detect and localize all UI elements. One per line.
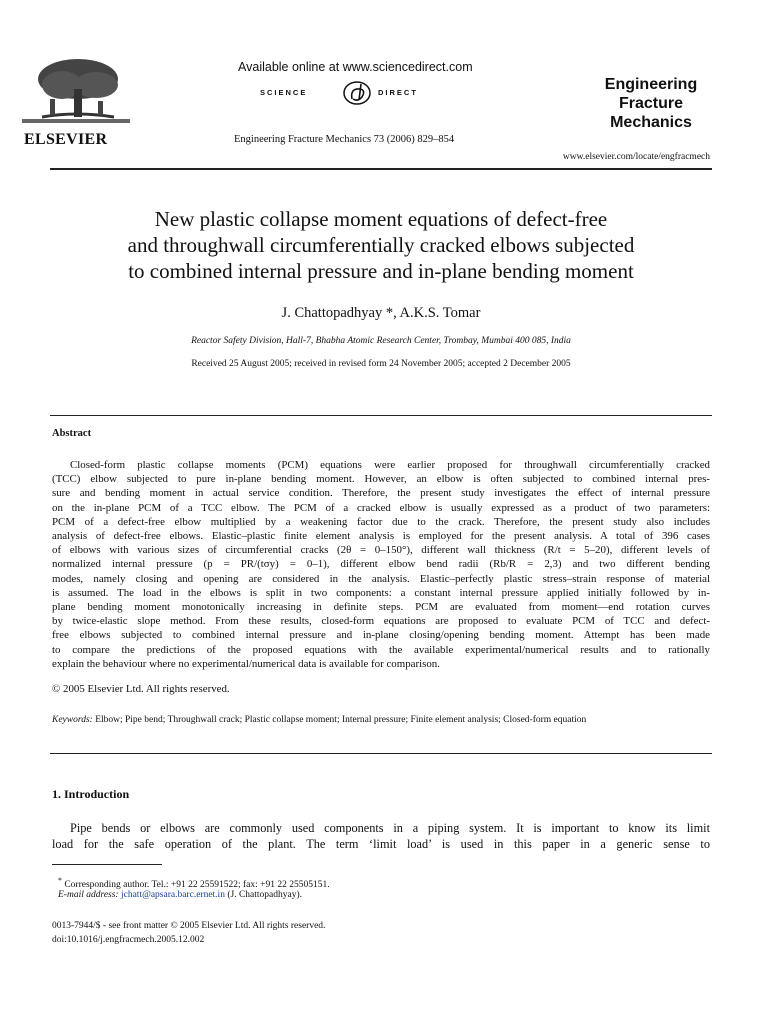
journal-reference: Engineering Fracture Mechanics 73 (2006) 829–854 [234,134,455,145]
publisher-name: ELSEVIER [24,131,108,148]
abstract-line: by twice-elastic slope method. From these results, closed-form equations are proposed to evaluate PCM of TCC and defect- [52,615,710,628]
paper-title [50,206,712,284]
intro-line: Pipe bends or elbows are commonly used components in a piping system. It is important to know its limit [70,821,710,835]
abstract-copyright: © 2005 Elsevier Ltd. All rights reserved. [52,683,230,695]
keywords [52,714,710,727]
footnote-rule [52,864,162,865]
abstract-line: explain the behaviour where no experimental/numerical data is available for comparison. [52,657,440,670]
abstract-line: plane bending moment monotonically increasing in definite steps. PCM are evaluated from moment—end rotation curves [52,601,710,614]
abstract-line: of elbows with various sizes of circumferential cracks (2θ = 0–150°), different wall thickness (R/t = 5–20), different levels of [52,544,710,557]
abstract-line: is assumed. The load in the elbows is split in two components: a constant internal pressure applied initially followed by in- [52,586,710,599]
abstract-line: modes, namely closing and opening are considered in the analysis. Elastic–perfectly plastic stress–strain response of material [52,572,710,585]
footnote-email [58,890,302,900]
journal-name-line: Fracture [618,95,684,112]
abstract-bottom-rule [50,753,712,754]
title-line: and throughwall circumferentially cracked elbows subjected [127,233,635,257]
abstract-body [52,458,710,671]
elsevier-tree-logo-icon [22,55,130,127]
available-online-text: Available online at www.sciencedirect.com [238,60,473,74]
sciencedirect-d-icon [342,80,372,106]
abstract-heading: Abstract [52,428,92,439]
email-suffix: (J. Chattopadhyay). [227,890,302,900]
keywords-label: Keywords: [52,715,93,725]
journal-name-line: Engineering [604,76,698,93]
abstract-line: free elbows subjected to combined internal pressure and in-plane closing/opening bending moment. Attempt has been made [52,629,710,642]
journal-name [590,75,712,132]
sd-right-text: DIRECT [378,88,418,97]
header-rule [50,168,712,170]
footnote-marker: * [58,876,62,885]
authors: J. Chattopadhyay *, A.K.S. Tomar [281,305,481,321]
title-line: to combined internal pressure and in-plane bending moment [128,259,634,283]
affiliation: Reactor Safety Division, Hall-7, Bhabha Atomic Research Center, Trombay, Mumbai 400 085, India [191,336,571,346]
footnote-corresponding [58,876,330,890]
abstract-line: analysis of defect-free elbows. Elastic–plastic finite element analysis is employed for the present analysis. A total of 396 cases [52,530,710,543]
email-label: E-mail address: [58,890,119,900]
section-heading-introduction: 1. Introduction [52,787,130,801]
sd-left-text: SCIENCE [260,88,308,97]
abstract-line: sure and bending moment in actual service condition. Therefore, the present study investigates the effect of internal pressure [52,487,710,500]
issn-line: 0013-7944/$ - see front matter © 2005 Elsevier Ltd. All rights reserved. [52,921,326,931]
journal-url-link[interactable]: www.elsevier.com/locate/engfracmech [562,152,710,162]
received-dates: Received 25 August 2005; received in revised form 24 November 2005; accepted 2 December 2005 [191,359,571,369]
journal-name-line: Mechanics [610,114,692,131]
abstract-line: (TCC) elbow subjected to pure in-plane bending moment. However, an elbow is often subjected to combined internal pres- [52,473,710,486]
abstract-line: to compare the predictions of the proposed equations with the available experimental/numerical results and to rationally [52,643,710,656]
doi-link[interactable]: doi:10.1016/j.engfracmech.2005.12.002 [52,935,205,945]
sciencedirect-logo [260,80,460,106]
footnote-corresponding-text: Corresponding author. Tel.: +91 22 25591522; fax: +91 22 25505151. [64,880,330,891]
intro-line: load for the safe operation of the plant. The term ‘limit load’ is used in this paper in a generic sense to [52,837,710,851]
abstract-line: on the in-plane PCM of a TCC elbow. The PCM of a cracked elbow is usually expressed as a product of two parameters: [52,501,710,514]
intro-body [52,820,710,852]
abstract-line: Closed-form plastic collapse moments (PCM) equations were earlier proposed for throughwall circumferentially cracked [70,459,710,471]
abstract-top-rule [50,415,712,416]
keywords-text: Elbow; Pipe bend; Throughwall crack; Plastic collapse moment; Internal pressure; Finite element analysis; Closed-form equation [95,715,587,725]
email-link[interactable]: jchatt@apsara.barc.ernet.in [120,890,225,900]
abstract-line: PCM of a defect-free elbow multiplied by a weakening factor due to the crack. Therefore, the present study also includes [52,515,710,528]
abstract-line: normalized internal pressure (p = PR/(tσy) = 0–1), different elbow bend radii (Rb/R = 2,3) and two different bending [52,558,710,571]
title-line: New plastic collapse moment equations of defect-free [154,207,608,231]
